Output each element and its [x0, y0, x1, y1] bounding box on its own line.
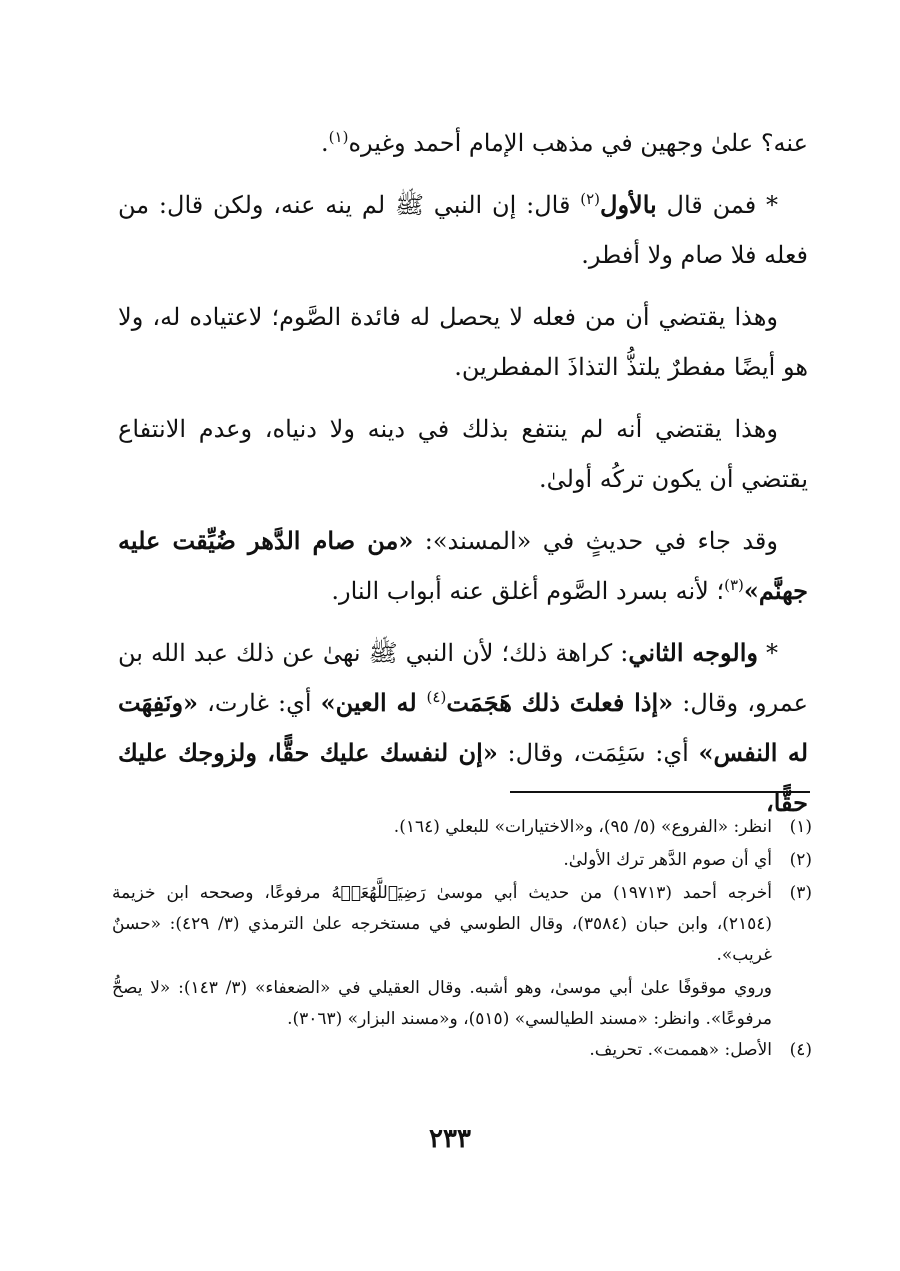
footnote-text: أخرجه أحمد (١٩٧١٣) من حديث أبي موسىٰ رَضِيَٱللَّهُعَنۡهُ مرفوعًا، وصححه ابن خزيمة (٢١٥٤)، وابن حبان (٣٥٨٤)، وقال الطوسي في مستخرجه علىٰ الترمذي (٣/ ٤٢٩): «حسنٌ غريب».: [112, 883, 773, 965]
hadith-quote-4: «إن لنفسك عليك حقًّا، ولزوجك عليك حقًّا،: [118, 738, 808, 817]
footnote-ref-3: (٣): [724, 576, 744, 594]
hadith-quote-2: «إذا فعلتَ ذلك هَجَمَت: [446, 688, 674, 717]
hadith-quote-2-end: له العين»: [320, 688, 427, 717]
footnote-2: [112, 845, 812, 876]
footnote-ref-1: (١): [328, 128, 349, 146]
hadith-quote: «من صام الدَّهر ضُيِّقت عليه جهنَّم»: [118, 526, 808, 605]
paragraph-6: [118, 628, 808, 828]
paragraph-3: وهذا يقتضي أن من فعله لا يحصل له فائدة الصَّوم؛ لاعتياده له، ولا هو أيضًا مفطرٌ يلتذُّ التذاذَ المفطرين.: [118, 303, 808, 381]
footnote-number: (١): [789, 817, 812, 837]
footnote-3-continued: وروي موقوفًا علىٰ أبي موسىٰ، وهو أشبه. وقال العقيلي في «الضعفاء» (٣/ ١٤٣): «لا يصحُّ مرفوعًا». وانظر: «مسند الطيالسي» (٥١٥)، و«مسند البزار» (٣٠٦٣).: [112, 978, 772, 1029]
paragraph-4: وهذا يقتضي أنه لم ينتفع بذلك في دينه ولا دنياه، وعدم الانتفاع يقتضي أن يكون تركُه أولىٰ.: [118, 415, 808, 493]
footnote-1: [112, 812, 812, 843]
paragraph-6-text-b: أي: غارت،: [198, 689, 321, 717]
footnote-text: أي أن صوم الدَّهر ترك الأولىٰ.: [563, 850, 772, 870]
footnote-3: [112, 878, 812, 971]
footnote-ref-4: (٤): [426, 688, 447, 706]
footnotes: [112, 812, 812, 1068]
paragraph-2: [118, 180, 808, 280]
paragraph-2-bold: بالأول: [600, 190, 657, 219]
paragraph-2-text: قال: إن النبي ﷺ لم ينه عنه، ولكن قال: من فعله فلا صام ولا أفطر.: [118, 191, 808, 269]
paragraph-5: [118, 516, 808, 616]
paragraph-1: [118, 118, 808, 168]
paragraph-6-star: *: [757, 639, 778, 667]
paragraph-6-text-c: أي: سَئِمَت، وقال:: [497, 739, 699, 767]
footnote-text: انظر: «الفروع» (٥/ ٩٥)، و«الاختيارات» للبعلي (١٦٤).: [393, 817, 772, 837]
paragraph-2-lead: * فمن قال: [656, 191, 778, 219]
hadith-quote-3: «ونَفِهَت له النفس»: [118, 688, 809, 767]
footnote-number: (٣): [789, 883, 812, 903]
paragraph-5-text: ؛ لأنه بسرد الصَّوم أغلق عنه أبواب النار.: [331, 577, 725, 605]
paragraph-5-lead: وقد جاء في حديثٍ في «المسند»:: [413, 527, 778, 555]
paragraph-6-text-a: : كراهة ذلك؛ لأن النبي ﷺ نهىٰ عن ذلك عبد الله بن عمرو، وقال:: [118, 639, 809, 717]
main-text: [118, 118, 808, 840]
footnote-separator: [510, 791, 810, 793]
page-number: ٢٣٣: [429, 1124, 471, 1154]
paragraph-1-end: .: [321, 129, 329, 157]
footnote-number: (٢): [789, 850, 812, 870]
footnote-number: (٤): [789, 1040, 812, 1060]
paragraph-6-heading: والوجه الثاني: [628, 638, 758, 667]
paragraph-1-text: عنه؟ علىٰ وجهين في مذهب الإمام أحمد وغيره: [348, 129, 808, 157]
footnote-ref-2: (٢): [580, 190, 601, 208]
footnote-4: [112, 1035, 812, 1066]
footnote-text: الأصل: «هممت». تحريف.: [589, 1040, 772, 1060]
